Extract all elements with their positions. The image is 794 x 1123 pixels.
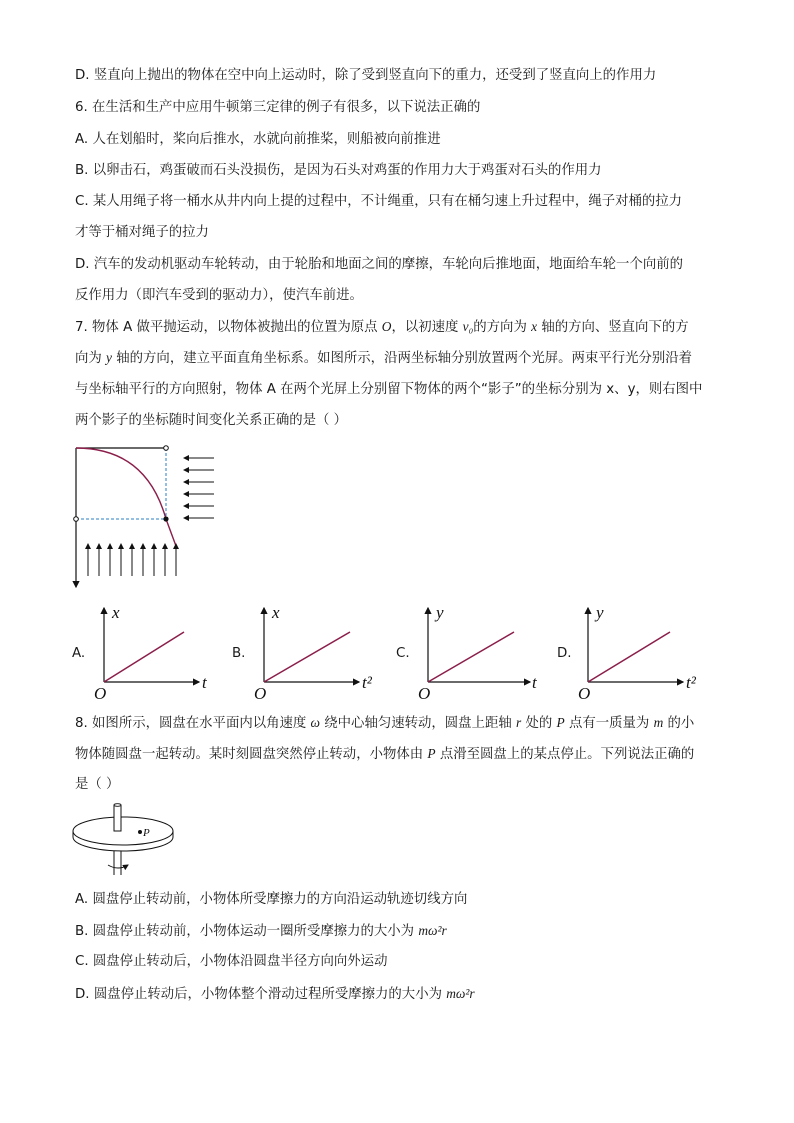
x-shadow-point — [164, 446, 169, 451]
q7-text: ，以初速度 — [391, 320, 463, 335]
q6-option-a: A. 人在划船时，桨向后推水，水就向前推桨，则船被向前推进 — [75, 132, 441, 147]
q7-text: 轴的方向、竖直向下的方 — [537, 320, 689, 335]
q8-option-a: A. 圆盘停止转动前，小物体所受摩擦力的方向沿运动轨迹切线方向 — [75, 892, 468, 907]
q7-option-d-label: D. — [557, 646, 572, 661]
q8-option-b-text: B. 圆盘停止转动前，小物体运动一圈所受摩擦力的大小为 — [75, 924, 419, 939]
q6-option-d-line1: D. 汽车的发动机驱动车轮转动，由于轮胎和地面之间的摩擦，车轮向后推地面，地面给车轮一个向前的 — [75, 257, 684, 272]
x-axis-label: t — [532, 673, 537, 692]
q8-m-symbol: m — [653, 715, 664, 730]
x-axis-label: t — [202, 673, 207, 692]
origin-label: O — [578, 684, 591, 703]
q8-stem-line2 — [75, 744, 694, 765]
q8-option-d-text: D. 圆盘停止转动后，小物体整个滑动过程所受摩擦力的大小为 — [75, 987, 447, 1002]
y-shadow-point — [74, 517, 79, 522]
graph-line — [588, 632, 670, 682]
q5-option-d: D. 竖直向上抛出的物体在空中向上运动时，除了受到竖直向下的重力，还受到了竖直向上的作用力 — [75, 68, 657, 83]
q6-option-b: B. 以卵击石，鸡蛋破而石头没损伤，是因为石头对鸡蛋的作用力大于鸡蛋对石头的作用力 — [75, 163, 602, 178]
q8-p-symbol: P — [556, 715, 565, 730]
y-axis-label: y — [436, 603, 444, 622]
q7-option-a-graph[interactable] — [94, 602, 214, 702]
q8-text: 的小 — [663, 716, 695, 731]
q7-x-symbol: x — [531, 319, 538, 334]
q8-disc-figure — [70, 803, 180, 883]
q8-text: 处的 — [521, 716, 557, 731]
origin-label: O — [94, 684, 107, 703]
q8-omega-symbol: ω — [310, 715, 321, 730]
horizontal-light-arrows — [184, 458, 214, 518]
origin-label: O — [254, 684, 267, 703]
y-axis-label: x — [112, 603, 120, 622]
q7-option-c-graph[interactable] — [418, 602, 548, 702]
q8-r-symbol: r — [516, 715, 522, 730]
q8-text: 点滑至圆盘上的某点停止。下列说法正确的 — [435, 747, 695, 762]
q7-stem-line2 — [75, 348, 692, 369]
q7-stem-line3: 与坐标轴平行的方向照射，物体 A 在两个光屏上分别留下物体的两个“影子”的坐标分别为 x、y，则右图中 — [75, 382, 703, 397]
q8-text: 点有一质量为 — [564, 716, 654, 731]
q7-text: 的方向为 — [473, 320, 532, 335]
q6-option-c-line1: C. 某人用绳子将一桶水从井内向上提的过程中，不计绳重，只有在桶匀速上升过程中，绳子对桶的拉力 — [75, 194, 683, 209]
disc-top — [73, 817, 173, 845]
q6-stem: 6. 在生活和生产中应用牛顿第三定律的例子有很多，以下说法正确的 — [75, 100, 481, 115]
q7-text: 7. 物体 A 做平抛运动，以物体被抛出的位置为原点 — [75, 320, 382, 335]
graph-line — [428, 632, 514, 682]
q8-text: 物体随圆盘一起转动。某时刻圆盘突然停止转动，小物体由 — [75, 747, 428, 762]
q7-option-d-graph[interactable] — [578, 602, 708, 702]
vertical-light-arrows — [88, 544, 176, 576]
x-axis-label: t² — [362, 673, 372, 692]
x-axis-label: t² — [686, 673, 696, 692]
q7-option-c-label: C. — [396, 646, 410, 661]
q7-stem-line4: 两个影子的坐标随时间变化关系正确的是（ ） — [75, 413, 348, 428]
q8-stem-line3: 是（ ） — [75, 777, 120, 792]
q7-option-b-graph[interactable] — [254, 602, 384, 702]
object-p — [138, 830, 142, 834]
q8-option-b-formula: mω²r — [418, 923, 447, 938]
q7-stem-line1 — [75, 317, 689, 338]
q8-option-b — [75, 921, 447, 942]
graph-line — [104, 632, 184, 682]
q8-text: 绕中心轴匀速转动，圆盘上距轴 — [320, 716, 516, 731]
q7-v0-symbol: v₀ — [462, 319, 474, 334]
q7-option-a-label: A. — [72, 646, 86, 661]
q7-projectile-figure — [66, 442, 226, 592]
q8-text: 8. 如图所示，圆盘在水平面内以角速度 — [75, 716, 311, 731]
axle-top — [114, 805, 121, 831]
q6-option-c-line2: 才等于桶对绳子的拉力 — [75, 225, 209, 240]
q7-y-symbol: y — [106, 350, 112, 365]
q8-p-symbol: P — [427, 746, 436, 761]
rotation-arrow — [108, 865, 128, 868]
q7-option-b-label: B. — [232, 646, 246, 661]
trajectory-curve — [76, 448, 176, 546]
q7-origin-symbol: O — [381, 319, 392, 334]
point-p-label: P — [143, 827, 150, 839]
q7-text: 向为 — [75, 351, 107, 366]
q8-option-c: C. 圆盘停止转动后，小物体沿圆盘半径方向向外运动 — [75, 954, 388, 969]
object-point — [163, 516, 168, 521]
origin-label: O — [418, 684, 431, 703]
graph-line — [264, 632, 350, 682]
q7-text: 轴的方向，建立平面直角坐标系。如图所示，沿两坐标轴分别放置两个光屏。两束平行光分别沿着 — [112, 351, 693, 366]
q8-option-d — [75, 984, 475, 1005]
q6-option-d-line2: 反作用力（即汽车受到的驱动力），使汽车前进。 — [75, 288, 363, 303]
q8-stem-line1 — [75, 713, 694, 734]
y-axis-label: y — [596, 603, 604, 622]
q8-option-d-formula: mω²r — [446, 986, 475, 1001]
y-axis-label: x — [272, 603, 280, 622]
